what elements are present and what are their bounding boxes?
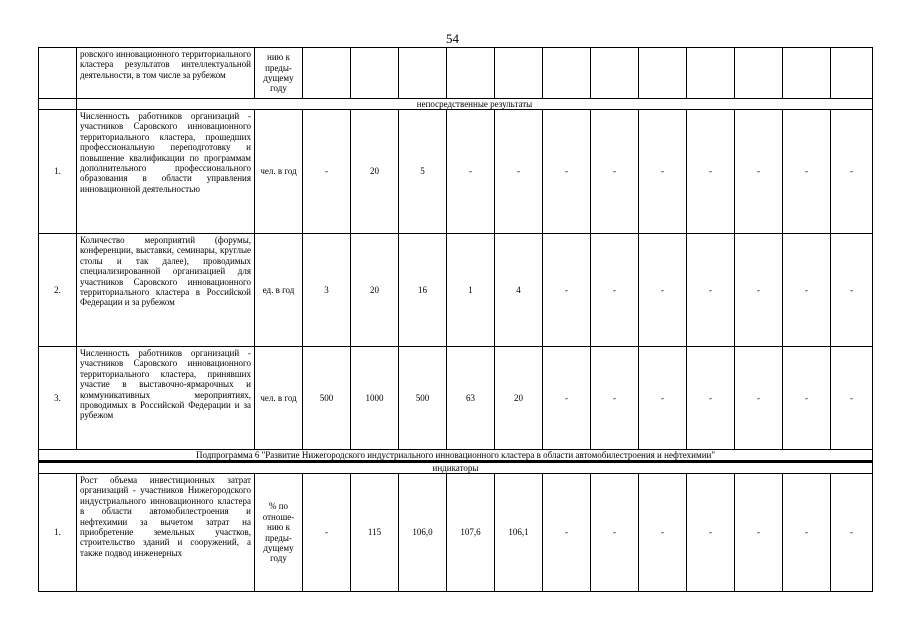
unit-cell: чел. в год — [255, 110, 303, 234]
value-cell: - — [543, 347, 591, 450]
row-number-cell: 2. — [39, 234, 77, 347]
table-row — [39, 347, 873, 450]
table-row — [39, 234, 873, 347]
section-direct-results: непосредственные результаты — [77, 99, 873, 110]
indicator-name-cell: Количество мероприятий (форумы, конференции, выставки, семинары, круглые столы и так далее), проводимых специализированной организацией для участников Саровского инновационного территориального кластера в Российской Федерации и за рубежом — [77, 234, 255, 347]
value-cell: 16 — [399, 234, 447, 347]
value-cell: 500 — [303, 347, 351, 450]
indicator-name-cell: Рост объема инвестиционных затрат организаций - участников Нижегородского индустриального инновационного кластера в области автомобилестроения и нефтехимии за вычетом затрат на приобретение земельных участков, строительство зданий и сооружений, а также подвод инженерных — [77, 474, 255, 592]
value-cell: - — [831, 110, 873, 234]
page-number: 54 — [446, 31, 459, 46]
value-cell: 20 — [495, 347, 543, 450]
value-cell: - — [687, 347, 735, 450]
indicator-name-cell: ровского инновационного территориального кластера результатов интеллектуальной деятельности, в том числе за рубежом — [77, 48, 255, 99]
unit-cell: ед. в год — [255, 234, 303, 347]
value-cell: - — [495, 110, 543, 234]
value-cell: - — [447, 110, 495, 234]
value-cell: - — [543, 110, 591, 234]
value-cell: 107,6 — [447, 474, 495, 592]
value-cell: - — [639, 110, 687, 234]
value-cell: - — [783, 347, 831, 450]
table-row — [39, 110, 873, 234]
value-cell: - — [303, 110, 351, 234]
section-header-row — [39, 450, 873, 462]
value-cell: - — [591, 347, 639, 450]
value-cell: - — [591, 474, 639, 592]
value-cell: - — [591, 110, 639, 234]
value-cell: 3 — [303, 234, 351, 347]
row-number-cell: 1. — [39, 110, 77, 234]
value-cell: - — [687, 234, 735, 347]
value-cell: - — [783, 110, 831, 234]
indicators-table — [38, 47, 873, 592]
value-cell: - — [735, 234, 783, 347]
value-cell: - — [783, 234, 831, 347]
value-cell: - — [591, 234, 639, 347]
section-indicators: индикаторы — [39, 462, 873, 474]
value-cell: - — [735, 474, 783, 592]
value-cell: - — [639, 347, 687, 450]
value-cell: 4 — [495, 234, 543, 347]
section-header-row — [39, 99, 873, 110]
value-cell: 20 — [351, 234, 399, 347]
value-cell: - — [831, 474, 873, 592]
value-cell: - — [735, 347, 783, 450]
indicator-name-cell: Численность работников организаций - участников Саровского инновационного территориального кластера, принявших участие в выставочно-ярмарочных и коммуникативных мероприятиях, проводимых в Российской Федерации и за рубежом — [77, 347, 255, 450]
value-cell: 5 — [399, 110, 447, 234]
value-cell: - — [687, 474, 735, 592]
table-row — [39, 48, 873, 99]
value-cell: - — [639, 474, 687, 592]
value-cell: - — [639, 234, 687, 347]
section-header-row — [39, 462, 873, 474]
value-cell: - — [543, 474, 591, 592]
indicator-name-cell: Численность работников организаций - участников Саровского инновационного территориального кластера, прошедших профессиональную переподготовку и повышение квалификации по программам дополнительного профессионального образования в области управления инновационной деятельностью — [77, 110, 255, 234]
value-cell: 20 — [351, 110, 399, 234]
unit-cell: чел. в год — [255, 347, 303, 450]
row-number-cell — [39, 48, 77, 99]
value-cell: - — [687, 110, 735, 234]
value-cell: 106,1 — [495, 474, 543, 592]
value-cell: - — [735, 110, 783, 234]
value-cell: 106,0 — [399, 474, 447, 592]
value-cell: 1000 — [351, 347, 399, 450]
value-cell: 63 — [447, 347, 495, 450]
subprogram-title-row: Подпрограмма 6 "Развитие Нижегородского индустриального инновационного кластера в области автомобилестроения и нефтехимии" — [39, 450, 873, 462]
value-cell: - — [831, 347, 873, 450]
row-number-cell: 1. — [39, 474, 77, 592]
unit-cell: нию к преды- дущему году — [255, 48, 303, 99]
value-cell: 115 — [351, 474, 399, 592]
value-cell: 500 — [399, 347, 447, 450]
value-cell: - — [783, 474, 831, 592]
value-cell: - — [831, 234, 873, 347]
value-cell: - — [303, 474, 351, 592]
value-cell: - — [543, 234, 591, 347]
table-row — [39, 474, 873, 592]
unit-cell: % по отноше- нию к преды- дущему году — [255, 474, 303, 592]
value-cell: 1 — [447, 234, 495, 347]
row-number-cell: 3. — [39, 347, 77, 450]
